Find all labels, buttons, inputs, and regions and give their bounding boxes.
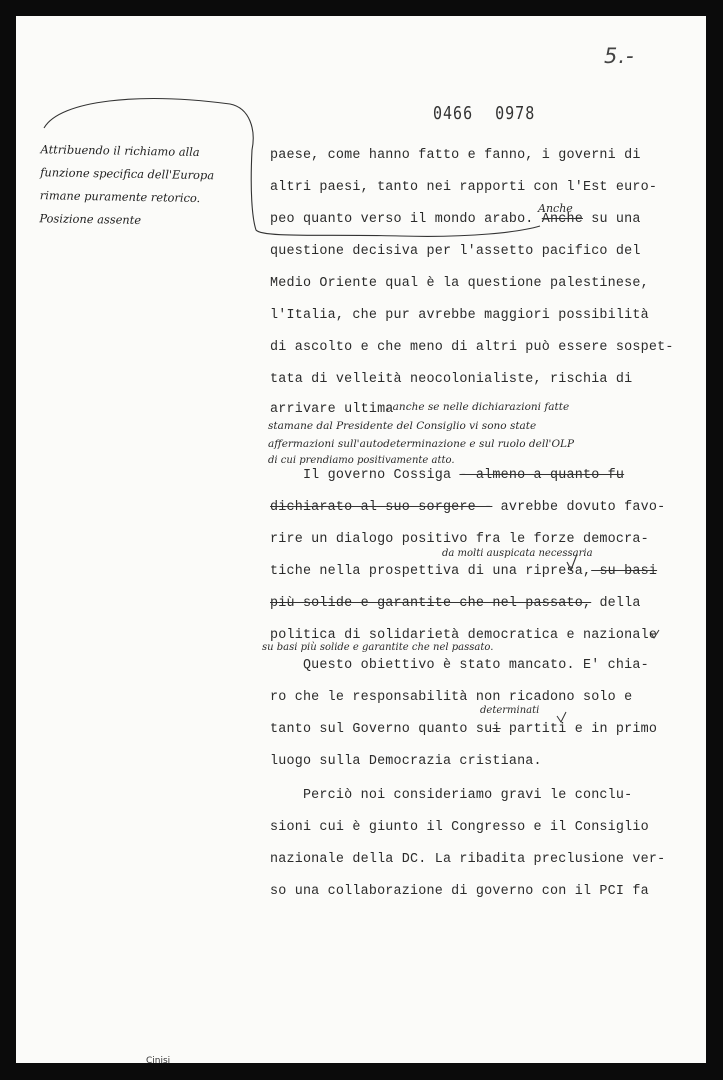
typed-text: l'Italia, che pur avrebbe maggiori possibilità [270, 308, 649, 323]
handwritten-insertion-line: di cui prendiamo positivamente atto. [268, 455, 455, 466]
typed-text: di ascolto e che meno di altri può essere sospet- [270, 340, 674, 355]
handwritten-insertion-line: stamane dal Presidente del Consiglio vi sono state [268, 420, 537, 432]
margin-note-line: Attribuendo il richiamo alla [40, 142, 200, 159]
margin-note-line: funzione specifica dell'Europa [40, 165, 215, 183]
typed-text: so una collaborazione di governo con il PCI fa [270, 884, 649, 899]
caret-mark [650, 630, 659, 638]
typed-text: rire un dialogo positivo fra le forze democra- [270, 532, 649, 547]
handwritten-after-nazionale: su basi più solide e garantite che nel passato. [262, 642, 494, 653]
typed-text: nazionale della DC. La ribadita preclusione ver- [270, 852, 666, 867]
footer-stub: Cinisi [146, 1056, 171, 1066]
page-number: 5.- [604, 44, 635, 68]
struck-text: dichiarato al suo sorgere - [270, 500, 493, 515]
typed-text: avrebbe dovuto favo- [492, 500, 666, 515]
caret-mark [557, 712, 566, 722]
handwritten-above-ripresa: da molti auspicata necessaria [442, 548, 593, 559]
document-id-part-2: 0978 [495, 102, 536, 124]
handwritten-determinati: determinati [480, 705, 540, 716]
typed-text: tiche nella prospettiva di una ripresa, [270, 564, 592, 579]
caret-mark [567, 554, 577, 570]
typed-text: Questo obiettivo è stato mancato. E' chia- [270, 658, 649, 673]
handwritten-insertion-line: , anche se nelle dichiarazioni fatte [386, 401, 570, 413]
typed-text: peo quanto verso il mondo arabo. [270, 212, 542, 227]
struck-text: su basi [591, 564, 658, 579]
handwritten-insertion-line: affermazioni sull'autodeterminazione e sul ruolo dell'OLP [268, 438, 575, 450]
typed-text: su una [582, 212, 641, 227]
typed-text: Perciò noi consideriamo gravi le conclu- [270, 788, 633, 803]
struck-text: - almeno a quanto fu [459, 468, 625, 483]
typed-text: altri paesi, tanto nei rapporti con l'Est euro- [270, 180, 658, 195]
margin-note-line: Posizione assente [39, 211, 142, 227]
typed-text: arrivare ultima [270, 402, 394, 417]
typed-text: della [591, 596, 641, 611]
margin-note-line: rimane puramente retorico. [39, 188, 201, 206]
typed-text: politica di solidarietà democratica e nazionale [270, 628, 658, 643]
typed-text: tanto sul Governo quanto su [270, 722, 493, 737]
typed-text: sioni cui è giunto il Congresso e il Consiglio [270, 820, 649, 835]
struck-text: i [492, 722, 501, 737]
typed-text: luogo sulla Democrazia cristiana. [270, 754, 542, 769]
typed-text: Il governo Cossiga [270, 468, 460, 483]
typed-text: partiti e in primo [500, 722, 658, 737]
struck-text: più solide e garantite che nel passato, [270, 596, 592, 611]
typed-text: paese, come hanno fatto e fanno, i governi di [270, 148, 641, 163]
typed-text: Medio Oriente qual è la questione palestinese, [270, 276, 649, 291]
document-id-part-1: 0466 [433, 102, 474, 124]
typed-text: questione decisiva per l'assetto pacifico del [270, 244, 641, 259]
typed-text: tata di velleità neocolonialiste, rischia di [270, 372, 633, 387]
margin-bracket-curve [44, 99, 540, 237]
typed-text: ro che le responsabilità non ricadono solo e [270, 690, 633, 705]
handwritten-anche: Anche [538, 202, 573, 215]
struck-text: Anche [541, 212, 583, 227]
